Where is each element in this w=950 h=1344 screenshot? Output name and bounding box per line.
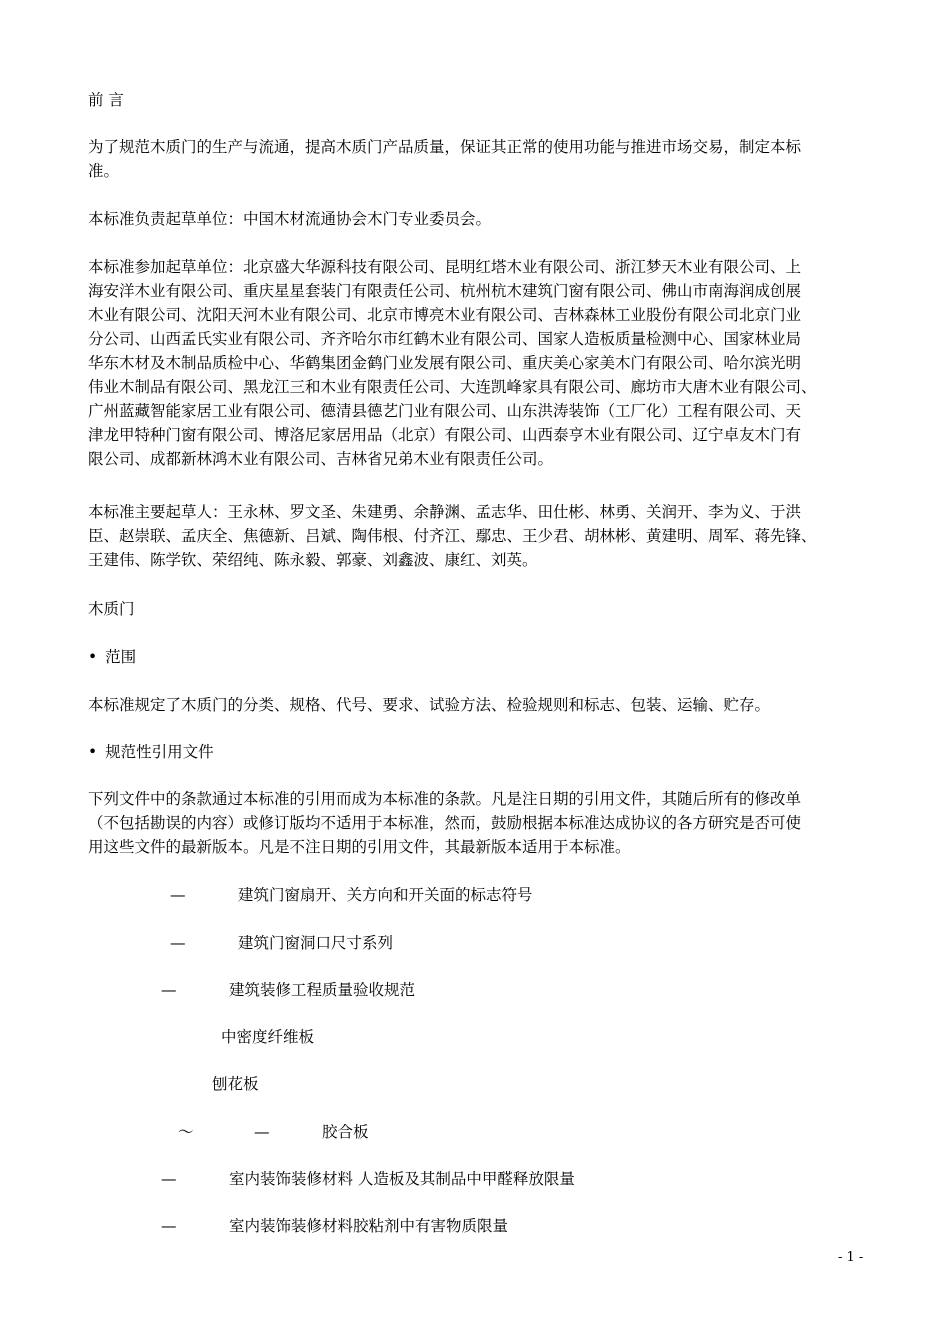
section-1-heading [88, 645, 136, 669]
preface-paragraph-purpose [88, 135, 866, 183]
text-line: 用这些文件的最新版本。凡是不注日期的引用文件，其最新版本适用于本标准。 [88, 838, 631, 856]
text-line: 为了规范木质门的生产与流通，提高木质门产品质量，保证其正常的使用功能与推进市场交易，制定本标 [88, 138, 802, 156]
dash-mark: — [161, 1217, 177, 1235]
dash-mark: — [170, 886, 186, 904]
section-2-title: 规范性引用文件 [105, 743, 214, 761]
text-line: 津龙甲特种门窗有限公司、博洛尼家居用品（北京）有限公司、山西泰亨木业有限公司、辽宁卓友木门有 [88, 426, 802, 444]
bullet-icon: • [88, 648, 98, 666]
text-line: 本标准参加起草单位：北京盛大华源科技有限公司、昆明红塔木业有限公司、浙江梦天木业有限公司、上 [88, 258, 802, 276]
preface-heading: 前 言 [88, 91, 124, 109]
text-line: 木业有限公司、沈阳天河木业有限公司、北京市博亮木业有限公司、吉林森林工业股份有限公司北京门业 [88, 306, 802, 324]
section-1-text: 本标准规定了木质门的分类、规格、代号、要求、试验方法、检验规则和标志、包装、运输、贮存。 [88, 696, 771, 714]
reference-title: 建筑门窗扇开、关方向和开关面的标志符号 [238, 886, 533, 904]
text-line: 准。 [88, 162, 120, 180]
reference-title: 室内装饰装修材料胶粘剂中有害物质限量 [229, 1217, 509, 1235]
tilde-mark: ～ [178, 1123, 194, 1141]
reference-title: 中密度纤维板 [221, 1028, 315, 1046]
text-line: 本标准主要起草人：王永林、罗文圣、朱建勇、余静渊、孟志华、田仕彬、林勇、关润开、李为义、于洪 [88, 503, 802, 521]
text-line: 限公司、成都新林鸿木业有限公司、吉林省兄弟木业有限责任公司。 [88, 450, 554, 468]
reference-title: 室内装饰装修材料 人造板及其制品中甲醛释放限量 [229, 1170, 575, 1188]
preface-paragraph-participating-units [88, 255, 866, 471]
page-number: - 1 - [838, 1250, 864, 1265]
text-line: （不包括勘误的内容）或修订版均不适用于本标准，然而，鼓励根据本标准达成协议的各方研究是否可使 [88, 814, 802, 832]
dash-mark: — [170, 934, 186, 952]
preface-paragraph-drafters [88, 500, 866, 572]
text-line: 海安洋木业有限公司、重庆星星套装门有限责任公司、杭州杭木建筑门窗有限公司、佛山市南海润成创展 [88, 282, 802, 300]
dash-mark: — [254, 1123, 270, 1141]
section-2-heading [88, 740, 214, 764]
reference-title: 胶合板 [322, 1123, 369, 1141]
preface-paragraph-drafting-unit: 本标准负责起草单位：中国木材流通协会木门专业委员会。 [88, 210, 492, 228]
dash-mark: — [161, 1170, 177, 1188]
text-line: 下列文件中的条款通过本标准的引用而成为本标准的条款。凡是注日期的引用文件，其随后所有的修改单 [88, 790, 802, 808]
dash-mark: — [161, 981, 177, 999]
section-1-title: 范围 [105, 648, 137, 666]
reference-title: 建筑门窗洞口尺寸系列 [238, 934, 394, 952]
reference-title: 建筑装修工程质量验收规范 [229, 981, 416, 999]
text-line: 王建伟、陈学钦、荣绍纯、陈永毅、郭豪、刘鑫波、康红、刘英。 [88, 551, 538, 569]
reference-title: 刨花板 [212, 1075, 259, 1093]
text-line: 伟业木制品有限公司、黑龙江三和木业有限责任公司、大连凯峰家具有限公司、廊坊市大唐木业有限公司、 [88, 378, 817, 396]
text-line: 华东木材及木制品质检中心、华鹤集团金鹤门业发展有限公司、重庆美心家美木门有限公司、哈尔滨光明 [88, 354, 802, 372]
section-2-paragraph [88, 787, 866, 859]
text-line: 广州蓝藏智能家居工业有限公司、德清县德艺门业有限公司、山东洪涛装饰（工厂化）工程有限公司、天 [88, 402, 802, 420]
document-title: 木质门 [88, 600, 135, 618]
text-line: 臣、赵崇联、孟庆全、焦德新、吕斌、陶伟根、付齐江、鄢忠、王少君、胡林彬、黄建明、周军、蒋先锋、 [88, 527, 817, 545]
bullet-icon: • [88, 743, 98, 761]
text-line: 分公司、山西孟氏实业有限公司、齐齐哈尔市红鹤木业有限公司、国家人造板质量检测中心、国家林业局 [88, 330, 802, 348]
